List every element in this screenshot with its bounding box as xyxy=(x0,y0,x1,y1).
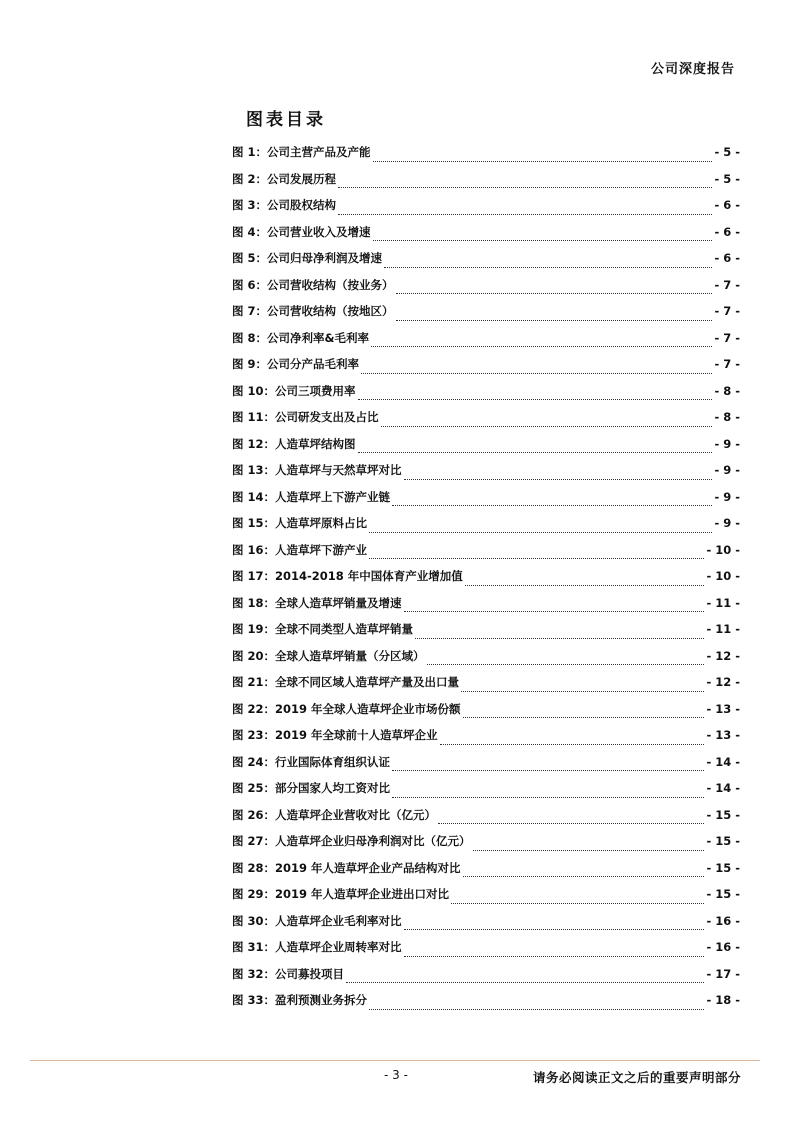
toc-entry[interactable] xyxy=(232,462,740,489)
toc-list xyxy=(232,144,740,1019)
report-type-header: 公司深度报告 xyxy=(650,62,735,77)
toc-entry[interactable] xyxy=(232,754,740,781)
toc-entry-page: - 14 - xyxy=(706,781,740,795)
toc-entry-page: - 12 - xyxy=(706,675,740,689)
toc-entry[interactable] xyxy=(232,383,740,410)
toc-entry-label: 图 7：公司营收结构（按地区） xyxy=(232,304,394,318)
toc-entry-label: 图 8：公司净利率&毛利率 xyxy=(232,330,370,345)
toc-entry[interactable] xyxy=(232,356,740,383)
toc-leader-dots xyxy=(369,1009,704,1010)
toc-leader-dots xyxy=(404,929,705,930)
toc-leader-dots xyxy=(427,664,705,665)
toc-entry-label: 图 11：公司研发支出及占比 xyxy=(232,410,379,424)
toc-entry-page: - 11 - xyxy=(706,595,740,610)
toc-entry-page: - 9 - xyxy=(714,436,740,451)
toc-entry-label: 图 2：公司发展历程 xyxy=(232,171,337,186)
toc-entry[interactable] xyxy=(232,303,740,330)
toc-entry-page: - 12 - xyxy=(706,648,740,663)
toc-entry-label: 图 9：公司分产品毛利率 xyxy=(232,357,360,371)
toc-entry-label: 图 20：全球人造草坪销量（分区域） xyxy=(232,648,425,663)
toc-entry[interactable] xyxy=(232,621,740,648)
toc-entry-page: - 15 - xyxy=(706,807,740,822)
toc-entry-label: 图 12：人造草坪结构图 xyxy=(232,436,356,451)
toc-entry-label: 图 4：公司营业收入及增速 xyxy=(232,224,371,239)
toc-entry-page: - 7 - xyxy=(714,330,740,345)
toc-entry[interactable] xyxy=(232,568,740,595)
toc-entry-label: 图 24：行业国际体育组织认证 xyxy=(232,754,391,769)
toc-leader-dots xyxy=(451,903,704,904)
toc-entry-label: 图 1：公司主营产品及产能 xyxy=(232,145,371,159)
toc-entry-label: 图 16：人造草坪下游产业 xyxy=(232,542,368,557)
toc-entry-label: 图 10：公司三项费用率 xyxy=(232,383,356,398)
toc-leader-dots xyxy=(346,982,704,983)
toc-leader-dots xyxy=(438,823,704,824)
toc-entry-page: - 7 - xyxy=(714,277,740,292)
toc-entry-page: - 10 - xyxy=(706,569,740,583)
toc-entry-label: 图 14：人造草坪上下游产业链 xyxy=(232,489,391,504)
toc-entry-page: - 5 - xyxy=(714,171,740,186)
toc-leader-dots xyxy=(415,638,704,639)
toc-leader-dots xyxy=(404,479,713,480)
toc-entry-label: 图 5：公司归母净利润及增速 xyxy=(232,251,383,265)
toc-entry[interactable] xyxy=(232,860,740,887)
toc-entry-label: 图 18：全球人造草坪销量及增速 xyxy=(232,595,402,610)
toc-entry-label: 图 6：公司营收结构（按业务） xyxy=(232,277,394,292)
toc-entry[interactable] xyxy=(232,674,740,701)
toc-title: 图表目录 xyxy=(246,110,326,130)
toc-entry[interactable] xyxy=(232,409,740,436)
toc-entry[interactable] xyxy=(232,648,740,675)
toc-entry[interactable] xyxy=(232,966,740,993)
toc-leader-dots xyxy=(338,187,712,188)
footer-disclaimer: 请务必阅读正文之后的重要声明部分 xyxy=(532,1070,741,1085)
toc-leader-dots xyxy=(392,770,704,771)
toc-entry-page: - 5 - xyxy=(714,145,740,159)
page-number: - 3 - xyxy=(384,1068,408,1082)
toc-leader-dots xyxy=(463,717,705,718)
toc-entry-label: 图 13：人造草坪与天然草坪对比 xyxy=(232,463,402,477)
toc-entry[interactable] xyxy=(232,595,740,622)
toc-entry[interactable] xyxy=(232,727,740,754)
toc-entry-label: 图 32：公司募投项目 xyxy=(232,966,345,981)
toc-entry-label: 图 3：公司股权结构 xyxy=(232,198,337,212)
toc-entry[interactable] xyxy=(232,833,740,860)
toc-entry-page: - 6 - xyxy=(714,251,740,265)
toc-entry[interactable] xyxy=(232,330,740,357)
toc-entry[interactable] xyxy=(232,436,740,463)
footer-divider xyxy=(30,1060,760,1061)
toc-entry[interactable] xyxy=(232,515,740,542)
toc-leader-dots xyxy=(440,744,705,745)
toc-entry-page: - 16 - xyxy=(706,940,740,954)
toc-entry-page: - 15 - xyxy=(706,834,740,848)
toc-leader-dots xyxy=(369,532,712,533)
toc-entry[interactable] xyxy=(232,197,740,224)
toc-leader-dots xyxy=(373,240,713,241)
toc-entry-label: 图 31：人造草坪企业周转率对比 xyxy=(232,940,402,954)
toc-entry-page: - 9 - xyxy=(714,489,740,504)
toc-entry-label: 图 28：2019 年人造草坪企业产品结构对比 xyxy=(232,860,461,875)
toc-entry-label: 图 27：人造草坪企业归母净利润对比（亿元） xyxy=(232,834,471,848)
toc-leader-dots xyxy=(338,214,712,215)
toc-leader-dots xyxy=(358,399,713,400)
toc-leader-dots xyxy=(381,426,713,427)
toc-entry-page: - 9 - xyxy=(714,516,740,530)
toc-entry[interactable] xyxy=(232,250,740,277)
toc-entry-page: - 8 - xyxy=(714,410,740,424)
toc-leader-dots xyxy=(396,320,713,321)
toc-entry-label: 图 15：人造草坪原料占比 xyxy=(232,516,368,530)
toc-leader-dots xyxy=(463,876,705,877)
toc-entry[interactable] xyxy=(232,886,740,913)
toc-entry-page: - 18 - xyxy=(706,993,740,1007)
toc-leader-dots xyxy=(371,346,712,347)
toc-entry[interactable] xyxy=(232,807,740,834)
toc-entry-page: - 6 - xyxy=(714,224,740,239)
toc-leader-dots xyxy=(404,956,705,957)
toc-entry[interactable] xyxy=(232,542,740,569)
toc-entry[interactable] xyxy=(232,780,740,807)
toc-entry-page: - 13 - xyxy=(706,701,740,716)
toc-leader-dots xyxy=(384,267,712,268)
toc-leader-dots xyxy=(396,293,713,294)
toc-leader-dots xyxy=(358,452,713,453)
toc-entry-page: - 6 - xyxy=(714,198,740,212)
toc-entry-page: - 7 - xyxy=(714,304,740,318)
toc-entry[interactable] xyxy=(232,224,740,251)
toc-entry-page: - 10 - xyxy=(706,542,740,557)
toc-entry[interactable] xyxy=(232,277,740,304)
toc-entry[interactable] xyxy=(232,939,740,966)
toc-entry-label: 图 19：全球不同类型人造草坪销量 xyxy=(232,622,414,636)
toc-entry-page: - 11 - xyxy=(706,622,740,636)
toc-leader-dots xyxy=(361,373,712,374)
toc-leader-dots xyxy=(373,161,713,162)
toc-entry[interactable] xyxy=(232,992,740,1019)
toc-entry-label: 图 23：2019 年全球前十人造草坪企业 xyxy=(232,728,438,742)
toc-entry-page: - 7 - xyxy=(714,357,740,371)
toc-entry-label: 图 26：人造草坪企业营收对比（亿元） xyxy=(232,807,437,822)
toc-entry[interactable] xyxy=(232,171,740,198)
toc-leader-dots xyxy=(392,797,704,798)
toc-entry-label: 图 21：全球不同区域人造草坪产量及出口量 xyxy=(232,675,460,689)
toc-entry-page: - 17 - xyxy=(706,966,740,981)
toc-entry-page: - 15 - xyxy=(706,887,740,901)
toc-leader-dots xyxy=(369,558,704,559)
toc-leader-dots xyxy=(392,505,712,506)
toc-entry-page: - 8 - xyxy=(714,383,740,398)
toc-leader-dots xyxy=(404,611,705,612)
toc-entry-label: 图 25：部分国家人均工资对比 xyxy=(232,781,391,795)
toc-entry[interactable] xyxy=(232,701,740,728)
toc-entry-page: - 14 - xyxy=(706,754,740,769)
toc-entry-label: 图 29：2019 年人造草坪企业进出口对比 xyxy=(232,887,450,901)
toc-entry-label: 图 17：2014-2018 年中国体育产业增加值 xyxy=(232,569,463,583)
toc-entry-page: - 15 - xyxy=(706,860,740,875)
toc-leader-dots xyxy=(473,850,705,851)
toc-entry[interactable] xyxy=(232,144,740,171)
toc-entry-label: 图 33：盈利预测业务拆分 xyxy=(232,993,368,1007)
toc-entry-label: 图 30：人造草坪企业毛利率对比 xyxy=(232,913,402,928)
toc-entry-page: - 13 - xyxy=(706,728,740,742)
toc-entry[interactable] xyxy=(232,913,740,940)
toc-entry[interactable] xyxy=(232,489,740,516)
toc-entry-page: - 16 - xyxy=(706,913,740,928)
toc-entry-page: - 9 - xyxy=(714,463,740,477)
toc-leader-dots xyxy=(465,585,705,586)
toc-entry-label: 图 22：2019 年全球人造草坪企业市场份额 xyxy=(232,701,461,716)
toc-leader-dots xyxy=(461,691,704,692)
